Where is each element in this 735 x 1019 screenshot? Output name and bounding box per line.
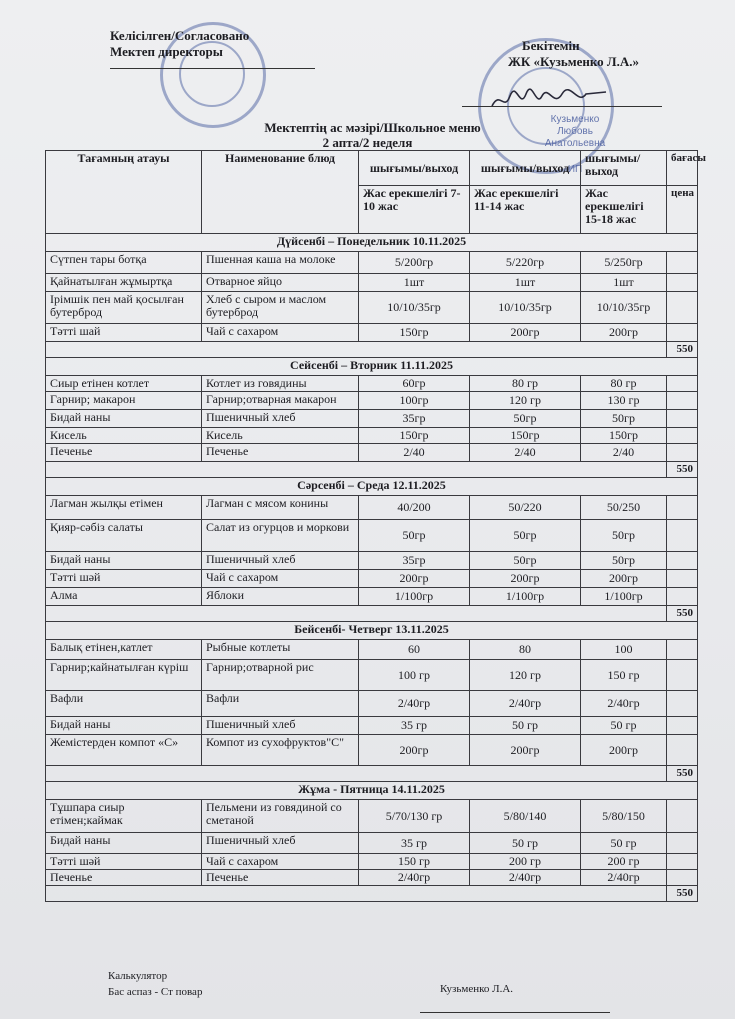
dish-name-kz: Тұшпара сиыр етімен;каймак [46,800,202,833]
table-row [46,274,698,292]
portion-11-14: 5/220гр [470,252,581,274]
portion-11-14: 200гр [470,570,581,588]
day-row [46,622,698,640]
dish-name-kz: Қияр-сәбіз салаты [46,520,202,552]
dish-name-kz: Печенье [46,870,202,886]
dish-name-kz: Печенье [46,444,202,462]
total-spacer [46,342,667,358]
dish-name-ru: Отварное яйцо [202,274,359,292]
portion-15-18: 50гр [581,520,667,552]
table-row [46,735,698,766]
portion-15-18: 130 гр [581,392,667,410]
dish-name-ru: Чай с сахаром [202,854,359,870]
portion-11-14: 50гр [470,410,581,428]
price-cell [667,588,698,606]
dish-name-kz: Жемістерден компот «С» [46,735,202,766]
dish-name-kz: Қайнатылған жұмыртқа [46,274,202,292]
portion-11-14: 200гр [470,324,581,342]
director-label: Мектеп директоры [110,44,223,59]
table-row [46,428,698,444]
portion-11-14: 50гр [470,552,581,570]
dish-name-ru: Пшеничный хлеб [202,552,359,570]
portion-7-10: 100гр [359,392,470,410]
price-cell [667,640,698,660]
price-cell [667,428,698,444]
price-cell [667,691,698,717]
price-cell [667,292,698,324]
price-cell [667,392,698,410]
col-header-out-3: шығымы/выход [581,151,667,186]
dish-name-kz: Вафли [46,691,202,717]
total-row [46,342,698,358]
total-spacer [46,462,667,478]
total-row [46,606,698,622]
stamp-name: Кузьменко Любовь Анатольевна [544,114,606,149]
portion-11-14: 1/100гр [470,588,581,606]
dish-name-kz: Кисель [46,428,202,444]
dish-name-kz: Сүтпен тары ботқа [46,252,202,274]
portion-11-14: 2/40 [470,444,581,462]
portion-15-18: 5/250гр [581,252,667,274]
footer-left [108,968,202,1000]
day-title: Сейсенбі – Вторник 11.11.2025 [46,358,698,376]
dish-name-ru: Лагман с мясом конины [202,496,359,520]
price-cell [667,717,698,735]
portion-11-14: 5/80/140 [470,800,581,833]
portion-11-14: 1шт [470,274,581,292]
dish-name-kz: Гарнир;кайнатылған күріш [46,660,202,691]
dish-name-ru: Вафли [202,691,359,717]
dish-name-ru: Чай с сахаром [202,324,359,342]
portion-7-10: 10/10/35гр [359,292,470,324]
dish-name-ru: Кисель [202,428,359,444]
stamp-ip: ИП [567,164,583,175]
table-row [46,588,698,606]
portion-7-10: 150гр [359,324,470,342]
price-cell [667,570,698,588]
table-row [46,552,698,570]
page-title [0,120,735,150]
age-group-11-14: Жас ерекшелігі 11-14 жас [470,186,581,234]
chef-label: Бас аспаз - Ст повар [108,986,203,998]
col-header-price: бағасы [667,151,698,186]
dish-name-ru: Пшеничный хлеб [202,717,359,735]
day-total: 550 [667,462,698,478]
portion-7-10: 5/70/130 гр [359,800,470,833]
dish-name-kz: Тәтті шай [46,324,202,342]
portion-11-14: 120 гр [470,392,581,410]
portion-15-18: 200гр [581,570,667,588]
total-row [46,766,698,782]
day-title: Дүйсенбі – Понедельник 10.11.2025 [46,234,698,252]
price-cell [667,854,698,870]
portion-7-10: 60гр [359,376,470,392]
menu-body [46,234,698,902]
dish-name-ru: Пшенная каша на молоке [202,252,359,274]
col-header-ru: Наименование блюд [202,151,359,234]
price-cell [667,735,698,766]
agreed-label: Келісілген/Согласовано [110,28,250,43]
day-title: Жұма - Пятница 14.11.2025 [46,782,698,800]
portion-11-14: 2/40гр [470,691,581,717]
portion-7-10: 150гр [359,428,470,444]
day-total: 550 [667,886,698,902]
portion-15-18: 10/10/35гр [581,292,667,324]
entrepreneur-label: ЖК «Кузьменко Л.А.» [508,54,639,69]
table-row [46,640,698,660]
dish-name-kz: Ірімшік пен май қосылған бутерброд [46,292,202,324]
table-row [46,717,698,735]
approve-label: Бекітемін [522,38,580,53]
portion-15-18: 2/40 [581,444,667,462]
day-row [46,478,698,496]
day-total: 550 [667,342,698,358]
price-cell [667,552,698,570]
table-row [46,520,698,552]
footer-signature-line [420,1012,610,1013]
portion-11-14: 150гр [470,428,581,444]
table-row [46,410,698,428]
portion-11-14: 200гр [470,735,581,766]
portion-15-18: 50/250 [581,496,667,520]
price-cell [667,274,698,292]
col-header-out-2: шығымы/выход [470,151,581,186]
portion-15-18: 1шт [581,274,667,292]
price-cell [667,252,698,274]
portion-7-10: 35гр [359,552,470,570]
portion-7-10: 100 гр [359,660,470,691]
portion-15-18: 2/40гр [581,691,667,717]
dish-name-ru: Пшеничный хлеб [202,410,359,428]
dish-name-ru: Гарнир;отварной рис [202,660,359,691]
total-row [46,462,698,478]
portion-7-10: 60 [359,640,470,660]
title-line-2: 2 апта/2 неделя [322,135,413,150]
portion-11-14: 50 гр [470,717,581,735]
calculator-label: Калькулятор [108,970,168,982]
table-header-row [46,151,698,186]
age-group-15-18: Жас ерекшелігі 15-18 жас [581,186,667,234]
portion-7-10: 2/40гр [359,870,470,886]
table-row [46,324,698,342]
total-spacer [46,766,667,782]
portion-11-14: 50 гр [470,833,581,854]
price-cell [667,800,698,833]
dish-name-kz: Бидай наны [46,552,202,570]
day-title: Сәрсенбі – Среда 12.11.2025 [46,478,698,496]
dish-name-kz: Бидай наны [46,717,202,735]
table-row [46,392,698,410]
dish-name-kz: Бидай наны [46,410,202,428]
portion-7-10: 200гр [359,735,470,766]
day-row [46,358,698,376]
age-group-7-10: Жас ерекшелігі 7-10 жас [359,186,470,234]
price-cell [667,324,698,342]
portion-15-18: 100 [581,640,667,660]
dish-name-kz: Сиыр етінен котлет [46,376,202,392]
portion-7-10: 200гр [359,570,470,588]
dish-name-ru: Яблоки [202,588,359,606]
day-row [46,782,698,800]
portion-7-10: 5/200гр [359,252,470,274]
portion-11-14: 50/220 [470,496,581,520]
portion-7-10: 1шт [359,274,470,292]
signer-name: Кузьменко Л.А. [440,983,514,995]
portion-15-18: 50гр [581,410,667,428]
portion-7-10: 50гр [359,520,470,552]
portion-11-14: 80 [470,640,581,660]
portion-15-18: 150 гр [581,660,667,691]
table-row [46,833,698,854]
portion-7-10: 2/40 [359,444,470,462]
price-cell [667,496,698,520]
signature-line-left [110,68,315,69]
price-label: цена [667,186,698,234]
dish-name-ru: Компот из сухофруктов"С" [202,735,359,766]
col-header-kz: Тағамның атауы [46,151,202,234]
dish-name-kz: Лагман жылқы етімен [46,496,202,520]
table-row [46,252,698,274]
portion-11-14: 120 гр [470,660,581,691]
total-spacer [46,886,667,902]
dish-name-ru: Котлет из говядины [202,376,359,392]
dish-name-ru: Хлеб с сыром и маслом бутерброд [202,292,359,324]
approval-left [110,28,249,60]
dish-name-kz: Бидай наны [46,833,202,854]
dish-name-ru: Печенье [202,444,359,462]
col-header-out-1: шығымы/выход [359,151,470,186]
day-total: 550 [667,606,698,622]
portion-15-18: 200гр [581,735,667,766]
portion-7-10: 2/40гр [359,691,470,717]
dish-name-ru: Рыбные котлеты [202,640,359,660]
portion-7-10: 35 гр [359,833,470,854]
day-total: 550 [667,766,698,782]
portion-7-10: 1/100гр [359,588,470,606]
signature-icon [490,84,610,114]
portion-11-14: 80 гр [470,376,581,392]
portion-11-14: 10/10/35гр [470,292,581,324]
price-cell [667,444,698,462]
price-cell [667,660,698,691]
signature-line-right [462,106,662,107]
portion-15-18: 2/40гр [581,870,667,886]
table-row [46,660,698,691]
table-row [46,444,698,462]
dish-name-ru: Салат из огурцов и моркови [202,520,359,552]
table-row [46,292,698,324]
portion-15-18: 50 гр [581,717,667,735]
total-spacer [46,606,667,622]
title-line-1: Мектептің ас мәзірі/Школьное меню [264,120,481,135]
dish-name-ru: Чай с сахаром [202,570,359,588]
approval-right [508,38,639,70]
dish-name-ru: Пшеничный хлеб [202,833,359,854]
portion-7-10: 35 гр [359,717,470,735]
price-cell [667,376,698,392]
dish-name-kz: Тәтті шәй [46,570,202,588]
portion-15-18: 200гр [581,324,667,342]
portion-7-10: 35гр [359,410,470,428]
table-row [46,376,698,392]
dish-name-kz: Алма [46,588,202,606]
price-cell [667,520,698,552]
portion-15-18: 5/80/150 [581,800,667,833]
menu-table [45,150,706,902]
day-row [46,234,698,252]
table-row [46,870,698,886]
portion-7-10: 40/200 [359,496,470,520]
portion-11-14: 50гр [470,520,581,552]
table-row [46,570,698,588]
dish-name-ru: Гарнир;отварная макарон [202,392,359,410]
dish-name-kz: Тәтті шәй [46,854,202,870]
portion-15-18: 150гр [581,428,667,444]
portion-15-18: 200 гр [581,854,667,870]
dish-name-ru: Пельмени из говядиной со сметаной [202,800,359,833]
portion-15-18: 50 гр [581,833,667,854]
dish-name-kz: Балық етінен,катлет [46,640,202,660]
table-row [46,496,698,520]
total-row [46,886,698,902]
price-cell [667,833,698,854]
portion-7-10: 150 гр [359,854,470,870]
portion-15-18: 50гр [581,552,667,570]
footer-right [440,981,513,997]
portion-15-18: 1/100гр [581,588,667,606]
portion-11-14: 200 гр [470,854,581,870]
price-cell [667,870,698,886]
portion-11-14: 2/40гр [470,870,581,886]
price-cell [667,410,698,428]
dish-name-ru: Печенье [202,870,359,886]
table-row [46,800,698,833]
dish-name-kz: Гарнир; макарон [46,392,202,410]
day-title: Бейсенбі- Четверг 13.11.2025 [46,622,698,640]
table-row [46,691,698,717]
table-row [46,854,698,870]
portion-15-18: 80 гр [581,376,667,392]
